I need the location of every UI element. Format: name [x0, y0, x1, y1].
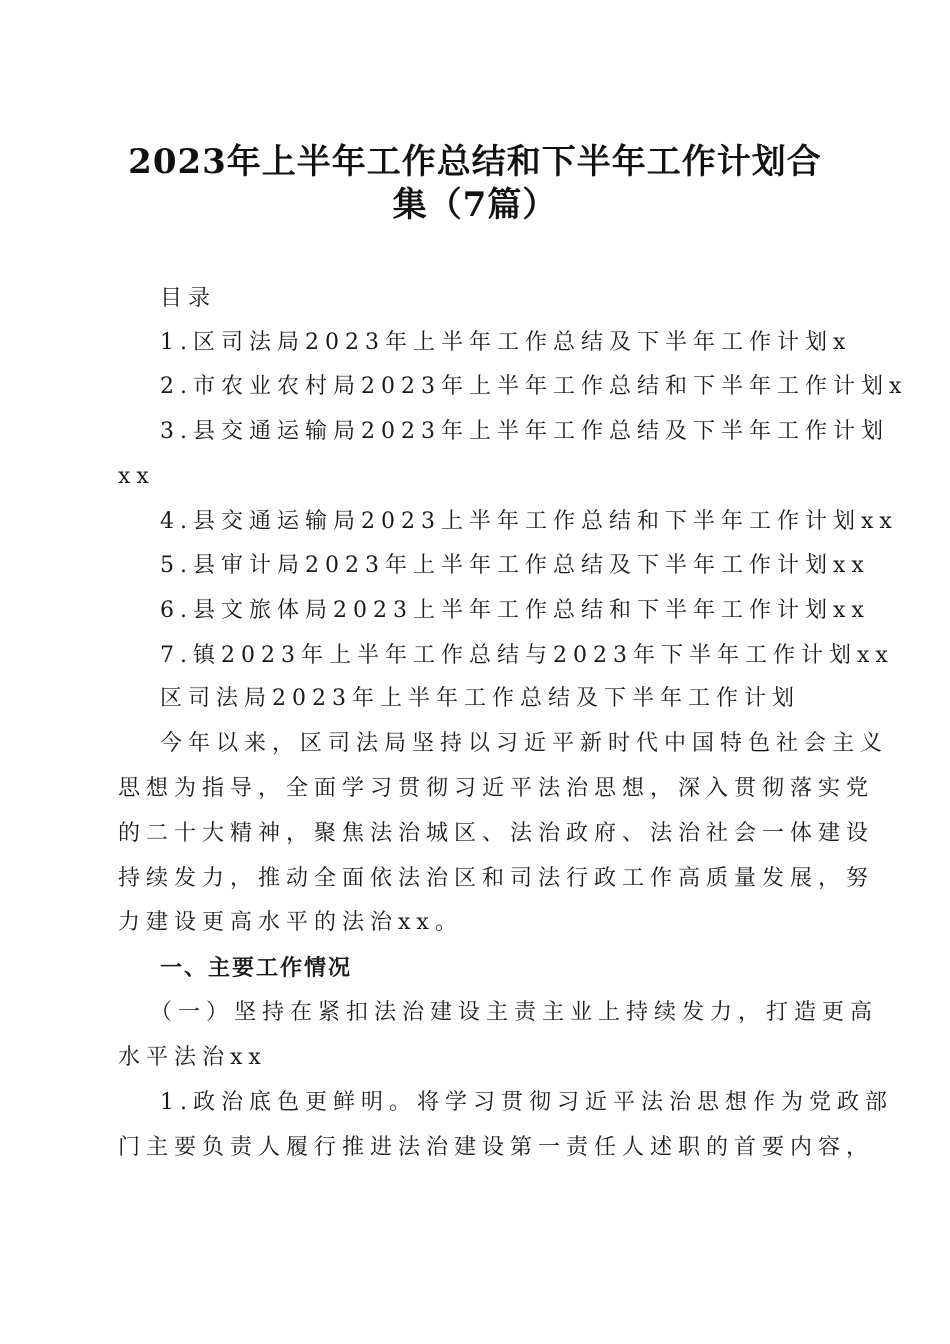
- toc-item-5: 5.县审计局2023年上半年工作总结及下半年工作计划xx: [160, 553, 870, 578]
- toc-item-3: 3.县交通运输局2023年上半年工作总结及下半年工作计划: [160, 419, 889, 444]
- toc-item-7: 7.镇2023年上半年工作总结与2023年下半年工作计划xx: [160, 643, 894, 668]
- toc-item-2: 2.市农业农村局2023年上半年工作总结和下半年工作计划x: [160, 374, 908, 399]
- toc-item-1: 1.区司法局2023年上半年工作总结及下半年工作计划x: [160, 330, 852, 355]
- article-title: 区司法局2023年上半年工作总结及下半年工作计划: [160, 686, 800, 711]
- subsection-1-line-2: 水平法治xx: [118, 1045, 267, 1070]
- toc-item-3-continued: xx: [118, 464, 155, 489]
- toc-item-6: 6.县文旅体局2023上半年工作总结和下半年工作计划xx: [160, 598, 870, 623]
- document-title-line-1: 2023年上半年工作总结和下半年工作计划合: [128, 142, 822, 182]
- section-1-heading: 一、主要工作情况: [160, 956, 353, 981]
- intro-line-3: 的二十大精神，聚焦法治城区、法治政府、法治社会一体建设: [118, 821, 875, 846]
- subsection-1-line-1: （一）坚持在紧扣法治建设主责主业上持续发力，打造更高: [150, 1000, 879, 1025]
- document-title-line-2: 集（7篇）: [392, 185, 558, 225]
- toc-heading: 目录: [160, 286, 217, 311]
- intro-line-5: 力建设更高水平的法治xx。: [118, 910, 463, 935]
- para-1-line-1: 1.政治底色更鲜明。将学习贯彻习近平法治思想作为党政部: [160, 1090, 893, 1115]
- para-1-line-2: 门主要负责人履行推进法治建设第一责任人述职的首要内容，: [118, 1135, 875, 1160]
- intro-line-2: 思想为指导，全面学习贯彻习近平法治思想，深入贯彻落实党: [118, 776, 875, 801]
- intro-line-4: 持续发力，推动全面依法治区和司法行政工作高质量发展，努: [118, 866, 875, 891]
- toc-item-4: 4.县交通运输局2023上半年工作总结和下半年工作计划xx: [160, 509, 898, 534]
- intro-line-1: 今年以来，区司法局坚持以习近平新时代中国特色社会主义: [160, 731, 889, 756]
